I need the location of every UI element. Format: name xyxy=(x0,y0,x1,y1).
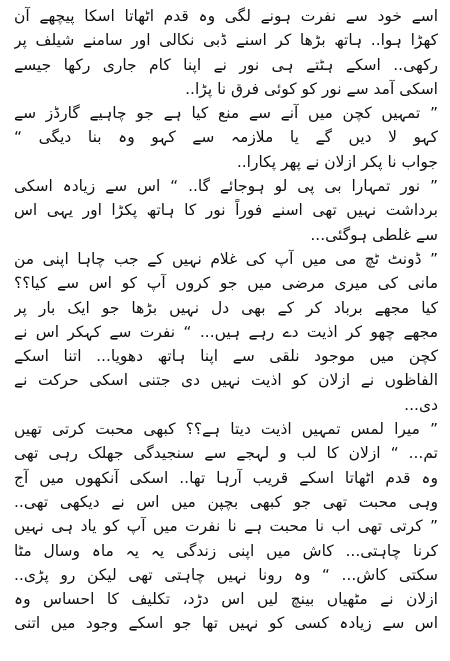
text-line: وہی محبت تھی جو کبھی بچپن میں اس نے دیکھی تھی.. xyxy=(14,492,438,511)
text-line: ” ڈونٹ ٹچ می میں آپ کی غلام نہیں کے جب چاہا اپنی من xyxy=(14,249,438,268)
text-line: برداشت نہیں تھی اسنے فوراً نور کا ہاتھ پکڑا اور یہی اس xyxy=(14,201,438,220)
text-line: مجھے چھو کر اذیت دے رہے ہیں... “ نفرت سے کہکر اس نے xyxy=(14,322,438,341)
text-line: ” کرتی تھی اب نا محبت ہے نا نفرت میں آپ کو یاد ہی نہیں xyxy=(14,517,438,536)
text-line: دی... xyxy=(404,395,438,414)
text-line: کرنا چاہتی... کاش میں اپنی زندگی یہ یہ ماہ وسال مٹا xyxy=(14,541,438,560)
text-line: سکتی کاش... “ وہ رونا نہیں چاہتی تھی لیکن رو پڑی.. xyxy=(14,565,438,584)
text-line: اسے خود سے نفرت ہونے لگی وہ قدم اٹھاتا اسکا پیچھے آن xyxy=(14,7,438,25)
text-line: ” میرا لمس تمہیں اذیت دیتا ہے؟؟ کبھی محبت کرتی تھیں xyxy=(14,420,438,439)
text-line: ” تمہیں کچن میں آنے سے منع کیا ہے جو چاہیے گارڈز سے xyxy=(14,104,438,123)
text-line: کھڑا ہوا.. ہاتھ بڑھا کر اسنے ڈبی نکالی اور سامنے شیلف پر xyxy=(14,31,438,50)
text-line: جواب نا پکر ازلان نے پھر پکارا.. xyxy=(236,152,438,171)
text-line: وہ قدم اٹھاتا اسکے قریب آرہا تھا.. اسکی آنکھوں میں آج xyxy=(14,468,438,487)
text-line: تم... “ ازلان کا لب و لہجے سے سنجیدگی جھلک رہی تھی xyxy=(14,444,438,463)
text-line: سے غلطی ہوگئی... xyxy=(310,225,438,244)
text-line: کچن میں موجود نلقی سے اپنا ہاتھ دھویا... اتنا اسکے xyxy=(14,347,438,366)
text-line: کیا مجھے برباد کر کے بھی دل نہیں بڑھا جو ایک بار پر xyxy=(14,298,438,317)
text-line: رکھی.. اسکے ہٹتے ہی نور نے اپنا کام جاری رکھا جیسے xyxy=(14,55,438,74)
text-line: الفاظوں نے ازلان کو اذیت نہیں دی جتنی اسکی حرکت نے xyxy=(14,371,438,390)
text-line: ازلان نے مٹھیاں بینچ لیں اس دڑد، تکلیف کا احساس وہ xyxy=(14,590,438,609)
text-line: کہو لا دیں گے یا ملازمہ سے کہو وہ بنا دیگی “ xyxy=(14,128,438,147)
text-line: اس سے زیادہ کسی کو نہیں تھا جو اسکے وجود میں اتنی xyxy=(14,614,438,633)
text-line: ” نور تمہارا بی پی لو ہوجائے گا.. “ اس سے زیادہ اسکی xyxy=(14,177,438,196)
text-line: مانی کی میری مرضی میں جو کروں آپ کو اس سے کیا؟؟ xyxy=(14,274,438,293)
text-line: اسکی آمد سے نور کو کوئی فرق نا پڑا.. xyxy=(185,79,438,98)
